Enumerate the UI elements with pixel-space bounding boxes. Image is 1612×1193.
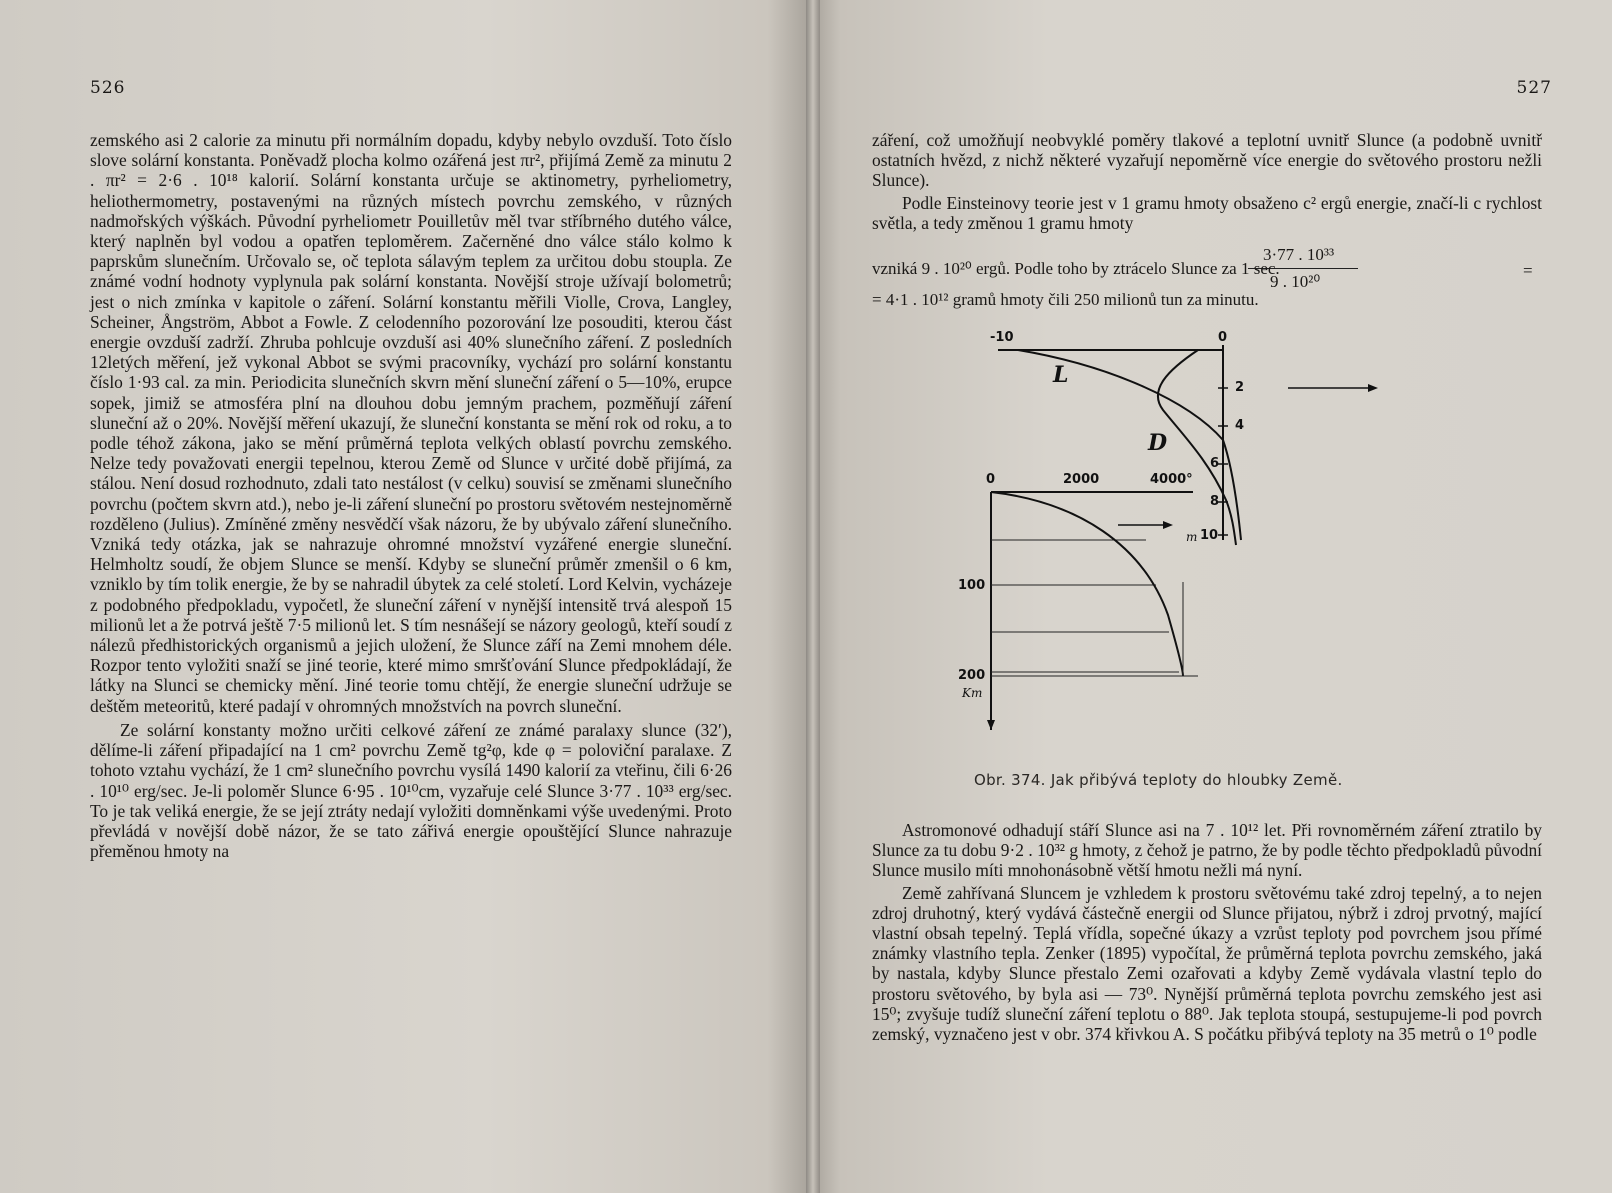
depth-label: 4	[1235, 418, 1245, 433]
temp-label: 4000°	[1150, 472, 1193, 487]
depth-label: 6	[1210, 456, 1220, 471]
arrow-head	[1368, 384, 1378, 392]
temp-label: 0	[986, 472, 996, 487]
paragraph: Ze solární konstanty možno určiti celkové záření ze známé paralaxy slunce (32′), dělíme-li záření připadající na 1 cm² povrchu Země tg²φ, kde φ = poloviční paralaxe. Z tohoto vztahu vychází, že 1 cm² slunečního povrchu vysílá 1490 kalorií za vteřinu, čili 6·26 . 10¹⁰ erg/sec. Je-li poloměr Slunce 6·95 . 10¹⁰cm, vyzařuje celé Slunce 3·77 . 10³³ erg/sec. To je tak veliká energie, že se její ztráty nedají vyložiti domněnkami výše uvedenými. Proto převládá v novější době názor, že se tato zářivá energie opouštějící Slunce nahrazuje přeměnou hmoty na	[90, 719, 732, 862]
temperature-depth-diagram	[958, 330, 1498, 770]
down-arrow-head	[987, 720, 995, 730]
page-number: 526	[90, 78, 126, 98]
depth-label: 100	[958, 578, 986, 593]
axis-label: -10	[990, 330, 1014, 345]
depth-label: 200	[958, 668, 986, 683]
right-page	[808, 0, 1612, 1193]
paragraph: Podle Einsteinovy teorie jest v 1 gramu hmoty obsaženo c² ergů energie, značí-li c rychlost světla, a tedy změnou 1 gramu hmoty	[872, 192, 1542, 233]
curve-lower	[991, 492, 1183, 676]
paragraph: zemského asi 2 calorie za minutu při normálním dopadu, kdyby nebylo ovzduší. Toto číslo slove solární konstanta. Poněvadž plocha kolmo ozářená jest πr², přijímá Země za minutu 2 . πr² = 2·6 . 10¹⁸ kalorií. Solární konstanta určuje se aktinometry, pyrheliometry, heliothermometry, postavenými na různých místech povrchu zemského, v různých nadmořských výškách. Původní pyrheliometr Pouilletův měl tvar stříbrného dutého válce, který naplněn byl vodou a opatřen teploměrem. Začerněné dno válce stálo kolmo k paprskům slunečním. Určovalo se, oč teplota sálavým teplem za určitou dobu stoupla. Ze známé vodní hodnoty vyplynula pak solární konstanta. Novější stroje užívají bolometrů; jest o nich zmínka v kapitole o záření. Solární konstantu měřili Violle, Crova, Langley, Scheiner, Ångström, Abbot a Fowle. Z celodenního pozorování lze posouditi, kterou část energie ovzduší zadrží. Zhruba pohlcuje ovzduší asi 40% slunečního záření. Z posledních 12letých měření, jež vykonal Abbot se svými pracovníky, vychází pro solární konstantu číslo 1·93 cal. za min. Periodicita slunečních skvrn mění sluneční záření o 5—10%, erupce sopek, jimiž se atmosféra plní na dlouhou dobu jemným prachem, pozměňují záření sluneční až o 20%. Novější měření ukazují, že sluneční konstanta se mění rok od roku, a to podle téhož zákona, jako se mění průměrná teplota velkých oblastí povrchu zemského. Nelze tedy považovati energii tepelnou, kterou Země od Slunce v určité době přijímá, za stálou. Není dosud rozhodnuto, zdali tato nestálost (v celku) souvisí se změnami slunečního povrchu (počtem skvrn atd.), nebo je-li záření sluneční po prostoru světovém nestejnoměrně rozděleno (Julius). Zmíněné změny nesvědčí však názoru, že by ubývalo záření slunečního. Vzniká tedy otázka, jak se nahrazuje ohromné množství vyzářené energie sluneční. Helmholtz soudí, že objem Slunce se menší. Kdyby se sluneční průměr zmenšil o 6 km, vzniklo by tím tolik energie, že by se nahradil úbytek za celé století. Lord Kelvin, vycházeje z podobného předpokladu, vypočetl, že sluneční záření v nynější intensitě trvá alespoň 15 milionů let a že potrvá ještě 7·5 milionů let. S tím nesnášejí se názory geologů, kteří soudí z nálezů předhistorických organismů a jejich uložení, že Slunce září na Zemi mnohem déle. Rozpor tento vyložiti snaží se jiné teorie, které mimo smršťování Slunce předpokládají, že látky na Slunci se chemicky mění. Jiné teorie tomu chtějí, že energie sluneční udržuje se deštěm meteoritů, které padají v ohromných množstvích na povrch sluneční.	[90, 130, 732, 716]
axis-label: 0	[1218, 330, 1228, 345]
figure-caption: Obr. 374. Jak přibývá teploty do hloubky Země.	[974, 771, 1343, 789]
figure-374	[958, 330, 1498, 770]
depth-label: 8	[1210, 494, 1220, 509]
formula-line: vzniká 9 . 10²⁰ ergů. Podle toho by ztrácelo Slunce za 1 sec.	[872, 259, 1280, 278]
right-page-bottom-text	[872, 820, 1542, 1044]
curve-d	[1158, 350, 1236, 545]
formula-numerator: 3·77 . 10³³	[1263, 245, 1335, 264]
depth-label: 10	[1200, 528, 1219, 543]
paragraph: záření, což umožňují neobvyklé poměry tlakové a teplotní uvnitř Slunce (a podobně uvnitř ostatních hvězd, z nichž některé vyzařují nepoměrně více energie do světového prostoru nežli Slunce).	[872, 130, 1542, 191]
page-number: 527	[1516, 78, 1552, 98]
paragraph: Astromonové odhadují stáří Slunce asi na 7 . 10¹² let. Při rovnoměrném záření ztratilo by Slunce za tu dobu 9·2 . 10³² g hmoty, z čehož je patrno, že by podle těchto předpokladů původní Slunce musilo míti mnohonásobně větší hmotu nežli má nyní.	[872, 820, 1542, 881]
curve-label: L	[1053, 362, 1069, 388]
depth-unit: m	[1186, 530, 1198, 544]
right-page-top-text	[872, 130, 1542, 233]
depth-label: 2	[1235, 380, 1245, 395]
depth-unit: Km	[962, 686, 983, 700]
book-gutter	[806, 0, 820, 1193]
curve-l	[1018, 350, 1241, 540]
temp-label: 2000	[1063, 472, 1100, 487]
arrow-head	[1163, 521, 1173, 529]
left-page-text	[90, 130, 732, 861]
curve-label: D	[1148, 430, 1168, 456]
paragraph: Země zahřívaná Sluncem je vzhledem k prostoru světovému také zdroj tepelný, a to nejen zdroj druhotný, který vydává částečně energii od Slunce přijatou, nýbrž i zdroj prvotný, mající vlastní obsah tepelný. Teplá vřídla, sopečné úkazy a vzrůst teploty pod povrchem jsou přímé známky vlastního tepla. Zenker (1895) vypočítal, že průměrná teplota povrchu zemského, jaká by nastala, kdyby Slunce přestalo Zemi ozařovati a kdyby Země vydávala vlastní teplo do prostoru světového, by byla asi — 73⁰. Nynější průměrná teplota povrchu zemského jest asi 15⁰; zvyšuje tudíž sluneční záření teplotu o 88⁰. Jak teplota stoupá, sestupujeme-li pod povrch zemský, vyznačeno jest v obr. 374 křivkou A. S počátku přibývá teploty na 35 metrů o 1⁰ podle	[872, 882, 1542, 1045]
formula-result: = 4·1 . 10¹² gramů hmoty čili 250 milionů tun za minutu.	[872, 290, 1259, 309]
formula-denominator: 9 . 10²⁰	[1270, 272, 1321, 291]
formula-equals: =	[1523, 261, 1533, 280]
